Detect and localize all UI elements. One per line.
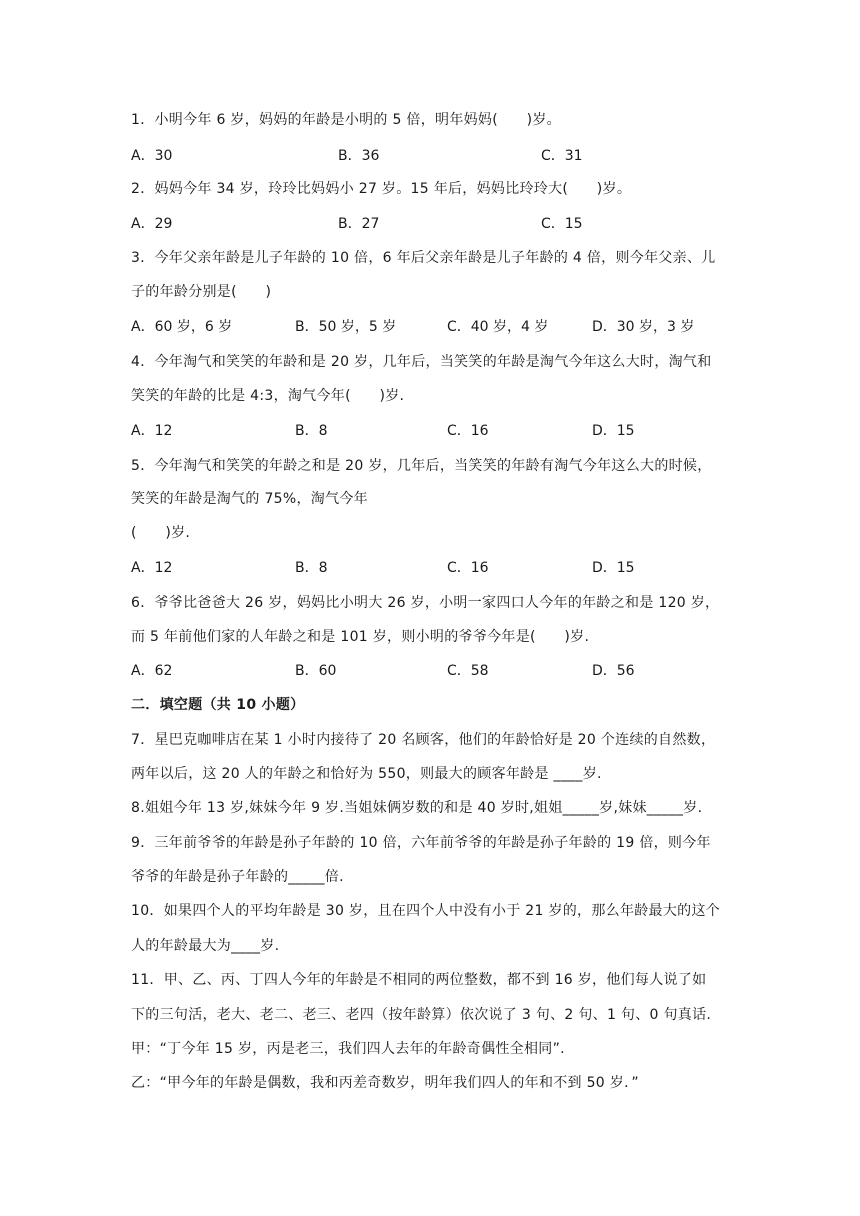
- q6-option-c: C．58: [447, 663, 489, 679]
- q2-option-c: C．15: [541, 216, 583, 232]
- question-6-text-line2: 而 5 年前他们家的人年龄之和是 101 岁，则小明的爷爷今年是( )岁.: [131, 629, 590, 645]
- question-3-text-line1: 3．今年父亲年龄是儿子年龄的 10 倍，6 年后父亲年龄是儿子年龄的 4 倍，则今年父亲、儿: [131, 250, 716, 266]
- question-4-text-line2: 笑笑的年龄的比是 4:3，淘气今年( )岁.: [131, 388, 405, 404]
- question-3-text-line2: 子的年龄分别是( ): [131, 284, 272, 300]
- q1-option-c: C．31: [541, 148, 583, 164]
- q2-option-a: A．29: [131, 216, 173, 232]
- q1-option-a: A．30: [131, 148, 173, 164]
- question-7-line2: 两年以后，这 20 人的年龄之和恰好为 550，则最大的顾客年龄是 ____岁.: [131, 766, 602, 782]
- q3-option-d: D．30 岁，3 岁: [592, 319, 695, 335]
- section-2-title: 二．填空题（共 10 小题）: [131, 697, 305, 713]
- question-5-text-line1: 5．今年淘气和笑笑的年龄之和是 20 岁，几年后，当笑笑的年龄有淘气今年这么大的时候，: [131, 458, 712, 474]
- question-11-line2: 下的三句活，老大、老二、老三、老四（按年龄算）依次说了 3 句、2 句、1 句、0 句真话.: [131, 1007, 712, 1023]
- q4-option-b: B．8: [295, 423, 328, 439]
- question-10-line1: 10．如果四个人的平均年龄是 30 岁，且在四个人中没有小于 21 岁的，那么年龄最大的这个: [131, 903, 721, 919]
- q5-option-c: C．16: [447, 560, 489, 576]
- question-4-text-line1: 4．今年淘气和笑笑的年龄和是 20 岁，几年后，当笑笑的年龄是淘气今年这么大时，淘气和: [131, 354, 712, 370]
- q4-option-a: A．12: [131, 423, 173, 439]
- question-6-text-line1: 6．爷爷比爸爸大 26 岁，妈妈比小明大 26 岁，小明一家四口人今年的年龄之和是 120 岁，: [131, 595, 720, 611]
- question-11-line1: 11．甲、乙、丙、丁四人今年的年龄是不相同的两位整数，都不到 16 岁，他们每人说了如: [131, 972, 707, 988]
- q4-option-d: D．15: [592, 423, 635, 439]
- q3-option-a: A．60 岁，6 岁: [131, 319, 233, 335]
- question-5-text-line2: 笑笑的年龄是淘气的 75%，淘气今年: [131, 491, 368, 507]
- q6-option-d: D．56: [592, 663, 635, 679]
- question-11-line3: 甲：“丁今年 15 岁，丙是老三，我们四人去年的年龄奇偶性全相同”.: [131, 1041, 565, 1057]
- q5-option-a: A．12: [131, 560, 173, 576]
- question-2-text: 2．妈妈今年 34 岁，玲玲比妈妈小 27 岁。15 年后，妈妈比玲玲大( )岁。: [131, 181, 632, 197]
- q5-option-d: D．15: [592, 560, 635, 576]
- question-9-line2: 爷爷的年龄是孙子年龄的_____倍.: [131, 869, 344, 885]
- q2-option-b: B．27: [338, 216, 380, 232]
- question-11-line4: 乙：“甲今年的年龄是偶数，我和丙差奇数岁，明年我们四人的年和不到 50 岁．”: [131, 1075, 639, 1091]
- question-5-text-line3: ( )岁.: [131, 525, 191, 541]
- q5-option-b: B．8: [295, 560, 328, 576]
- question-10-line2: 人的年龄最大为____岁.: [131, 938, 280, 954]
- q3-option-c: C．40 岁，4 岁: [447, 319, 549, 335]
- q4-option-c: C．16: [447, 423, 489, 439]
- question-8-line1: 8.姐姐今年 13 岁,妹妹今年 9 岁.当姐妹俩岁数的和是 40 岁时,姐姐_____岁,妹妹_____岁.: [131, 800, 703, 816]
- q1-option-b: B．36: [338, 148, 380, 164]
- q6-option-a: A．62: [131, 663, 173, 679]
- question-7-line1: 7．星巴克咖啡店在某 1 小时内接待了 20 名顾客，他们的年龄恰好是 20 个连续的自然数，: [131, 732, 716, 748]
- q6-option-b: B．60: [295, 663, 337, 679]
- question-9-line1: 9．三年前爷爷的年龄是孙子年龄的 10 倍，六年前爷爷的年龄是孙子年龄的 19 倍，则今年: [131, 835, 711, 851]
- q3-option-b: B．50 岁，5 岁: [295, 319, 397, 335]
- question-1-text: 1．小明今年 6 岁，妈妈的年龄是小明的 5 倍，明年妈妈( )岁。: [131, 112, 561, 128]
